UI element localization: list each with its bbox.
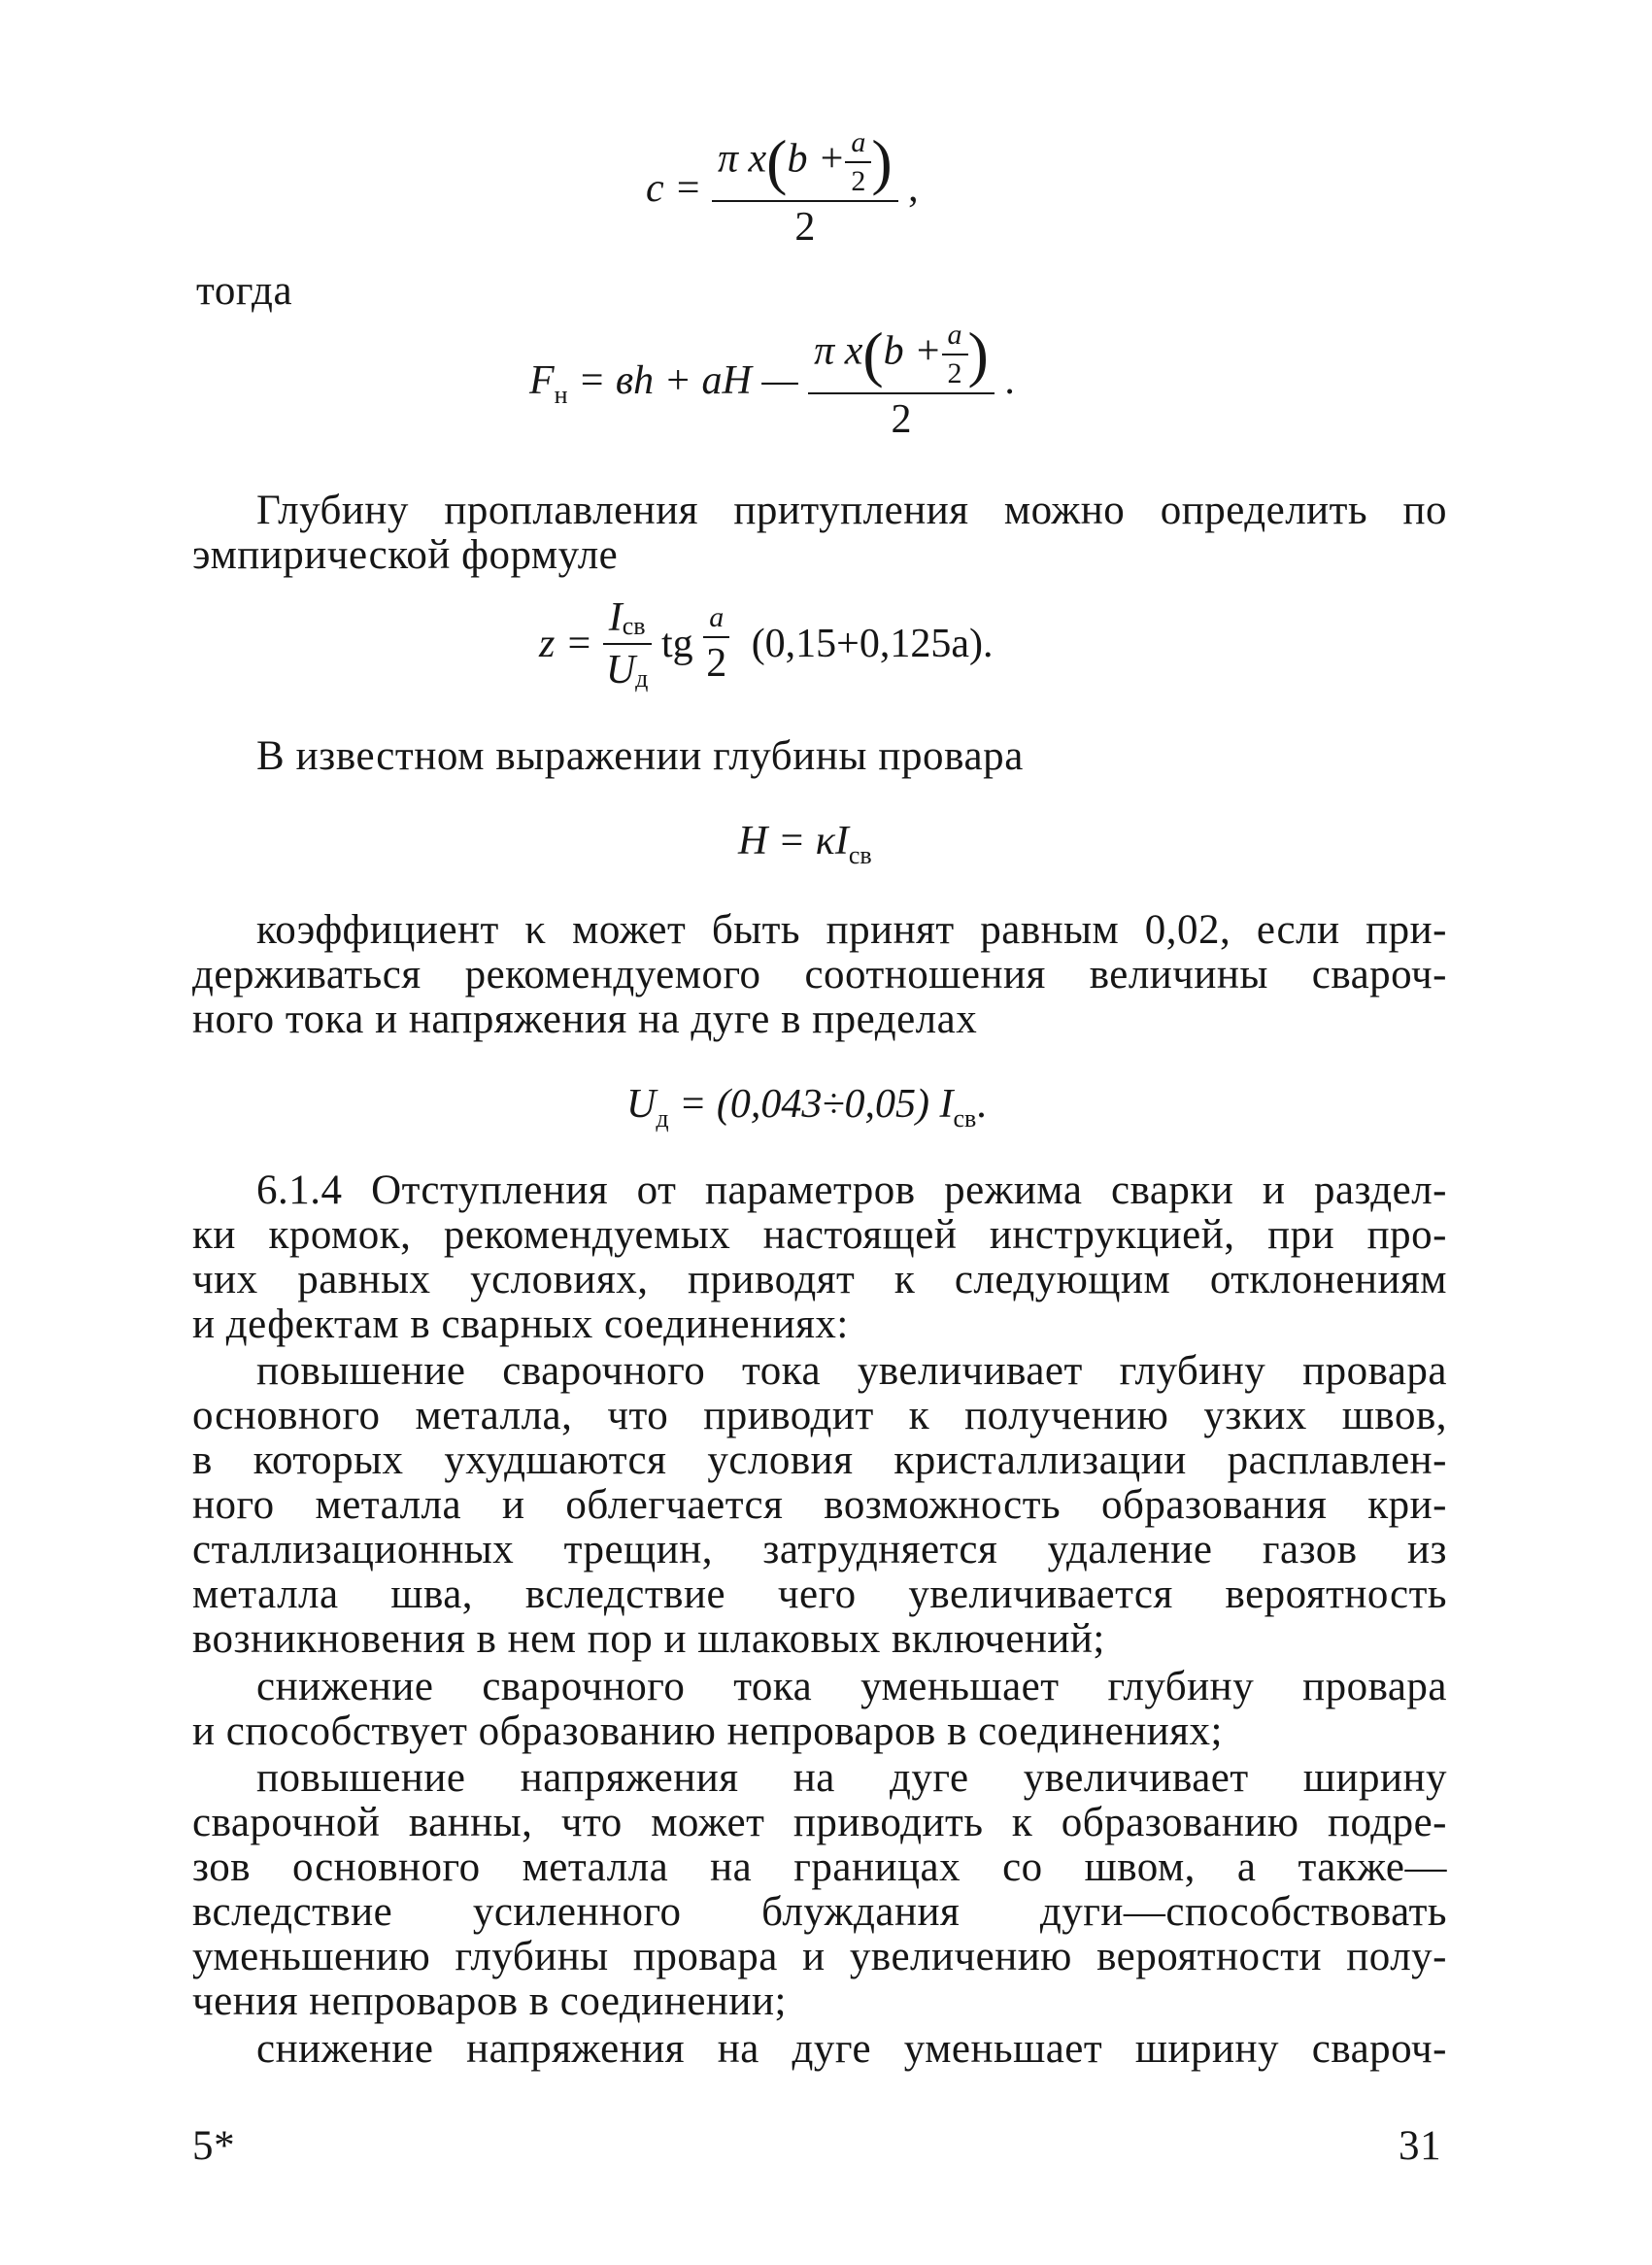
formula-fn	[529, 319, 1015, 443]
paragraph-line: чения непроваров в соединении;	[192, 1978, 787, 2024]
paragraph-line: сталлизационных трещин, затрудняется удаление газов из	[192, 1527, 1447, 1572]
formula-fn-a: a	[942, 319, 968, 355]
paragraph-line: ного металла и облегчается возможность образования кри-	[192, 1482, 1447, 1528]
paragraph-line: ного тока и напряжения на дуге в пределах	[192, 997, 978, 1042]
formula-z	[539, 594, 994, 693]
formula-z-a: a	[703, 601, 729, 638]
formula-h-sub: св	[848, 841, 872, 869]
formula-fn-den: 2	[891, 397, 912, 442]
paragraph-line: снижение сварочного тока уменьшает глубину провара	[256, 1664, 1447, 1709]
formula-c-b: b +	[787, 136, 846, 182]
formula-c-den: 2	[794, 205, 816, 250]
paragraph-line: повышение сварочного тока увеличивает глубину провара	[256, 1348, 1447, 1394]
formula-c-pix: π x	[717, 136, 767, 182]
formula-fn-b: b +	[883, 328, 942, 374]
paragraph-voltage-increase	[192, 1756, 1447, 2024]
formula-ud	[626, 1081, 987, 1132]
formula-fn-pix: π x	[814, 328, 863, 374]
formula-z-i: I	[608, 595, 623, 640]
paragraph-line: коэффициент κ может быть принят равным 0,02, если при-	[256, 907, 1447, 953]
paragraph-line: металла шва, вследствие чего увеличивается вероятность	[192, 1572, 1447, 1617]
paragraph-line: и способствует образованию непроваров в соединениях;	[192, 1708, 1223, 1754]
formula-fn-sub: н	[554, 381, 568, 409]
formula-c-comma: ,	[908, 166, 919, 211]
page-number: 31	[1399, 2123, 1442, 2169]
paragraph-line: сварочной ванны, что может приводить к образованию подре-	[192, 1800, 1447, 1845]
formula-z-fraction	[603, 594, 652, 693]
word-togda: тогда	[196, 268, 293, 314]
formula-z-i-sub: св	[622, 612, 646, 640]
paragraph-line: зов основного металла на границах со швом, а также—	[192, 1844, 1447, 1890]
formula-ud-dot: .	[976, 1082, 987, 1127]
formula-c-fraction: π x(b + $\frac{a}{2}$ ) 2	[712, 126, 898, 251]
formula-fn-mid: = вh + aH —	[578, 358, 798, 403]
formula-h-lhs: H = κI	[738, 819, 849, 863]
formula-fn-f: F	[529, 358, 555, 403]
formula-ud-rhs: = (0,043÷0,05) I	[679, 1082, 954, 1127]
paragraph-line: повышение напряжения на дуге увеличивает ширину	[256, 1755, 1447, 1801]
paragraph-line: Глубину проплавления притупления можно определить по	[256, 488, 1447, 533]
formula-fn-two: 2	[947, 357, 962, 389]
formula-z-lhs: z =	[539, 622, 593, 666]
paragraph-line: основного металла, что приводит к получению узких швов,	[192, 1393, 1447, 1438]
footer-signature-mark: 5*	[192, 2123, 236, 2169]
paragraph-depth-intro	[192, 489, 1447, 578]
paragraph-line: снижение напряжения на дуге уменьшает ширину свароч-	[256, 2026, 1447, 2072]
paragraph-line: ки кромок, рекомендуемых настоящей инструкцией, при про-	[192, 1212, 1447, 1258]
formula-c-a: a	[845, 126, 871, 163]
formula-fn-fraction: π x(b + $\frac{a}{2}$ ) 2	[808, 319, 995, 443]
paragraph-6-1-4	[192, 1168, 1447, 1347]
paragraph-line: возникновения в нем пор и шлаковых включений;	[192, 1616, 1105, 1662]
paragraph-coefficient	[192, 908, 1447, 1042]
formula-c-lhs: c =	[646, 166, 702, 211]
formula-fn-dot: .	[1004, 358, 1015, 403]
formula-ud-u-sub: д	[656, 1104, 669, 1132]
paragraph-line: и дефектам в сварных соединениях:	[192, 1302, 849, 1347]
formula-z-angle	[703, 601, 729, 687]
paragraph-known-expression: В известном выражении глубины провара	[256, 733, 1024, 779]
paragraph-line: вследствие усиленного блуждания дуги—способствовать	[192, 1889, 1447, 1935]
paragraph-voltage-decrease	[192, 2027, 1447, 2072]
paragraph-line: уменьшению глубины провара и увеличению вероятности полу-	[192, 1934, 1447, 1979]
paragraph-line: в которых ухудшаются условия кристаллизации расплавлен-	[192, 1437, 1447, 1483]
paragraph-line: чих равных условиях, приводят к следующим отклонениям	[192, 1257, 1447, 1302]
formula-ud-rhs-sub: св	[953, 1104, 977, 1132]
formula-c	[646, 126, 919, 251]
formula-z-tg: tg	[661, 622, 693, 666]
formula-c-two: 2	[851, 165, 866, 197]
paragraph-line: 6.1.4 Отступления от параметров режима сварки и раздел-	[256, 1167, 1447, 1213]
formula-z-u-sub: д	[635, 664, 649, 693]
formula-z-u: U	[605, 648, 636, 693]
formula-z-tail: (0,15+0,125a).	[751, 622, 994, 666]
formula-z-two: 2	[706, 641, 727, 686]
paragraph-current-decrease	[192, 1665, 1447, 1754]
formula-ud-u: U	[626, 1082, 657, 1127]
formula-h	[738, 818, 872, 869]
paragraph-line: держиваться рекомендуемого соотношения величины свароч-	[192, 952, 1447, 997]
paragraph-line: эмпирической формуле	[192, 532, 619, 578]
paragraph-current-increase	[192, 1349, 1447, 1662]
